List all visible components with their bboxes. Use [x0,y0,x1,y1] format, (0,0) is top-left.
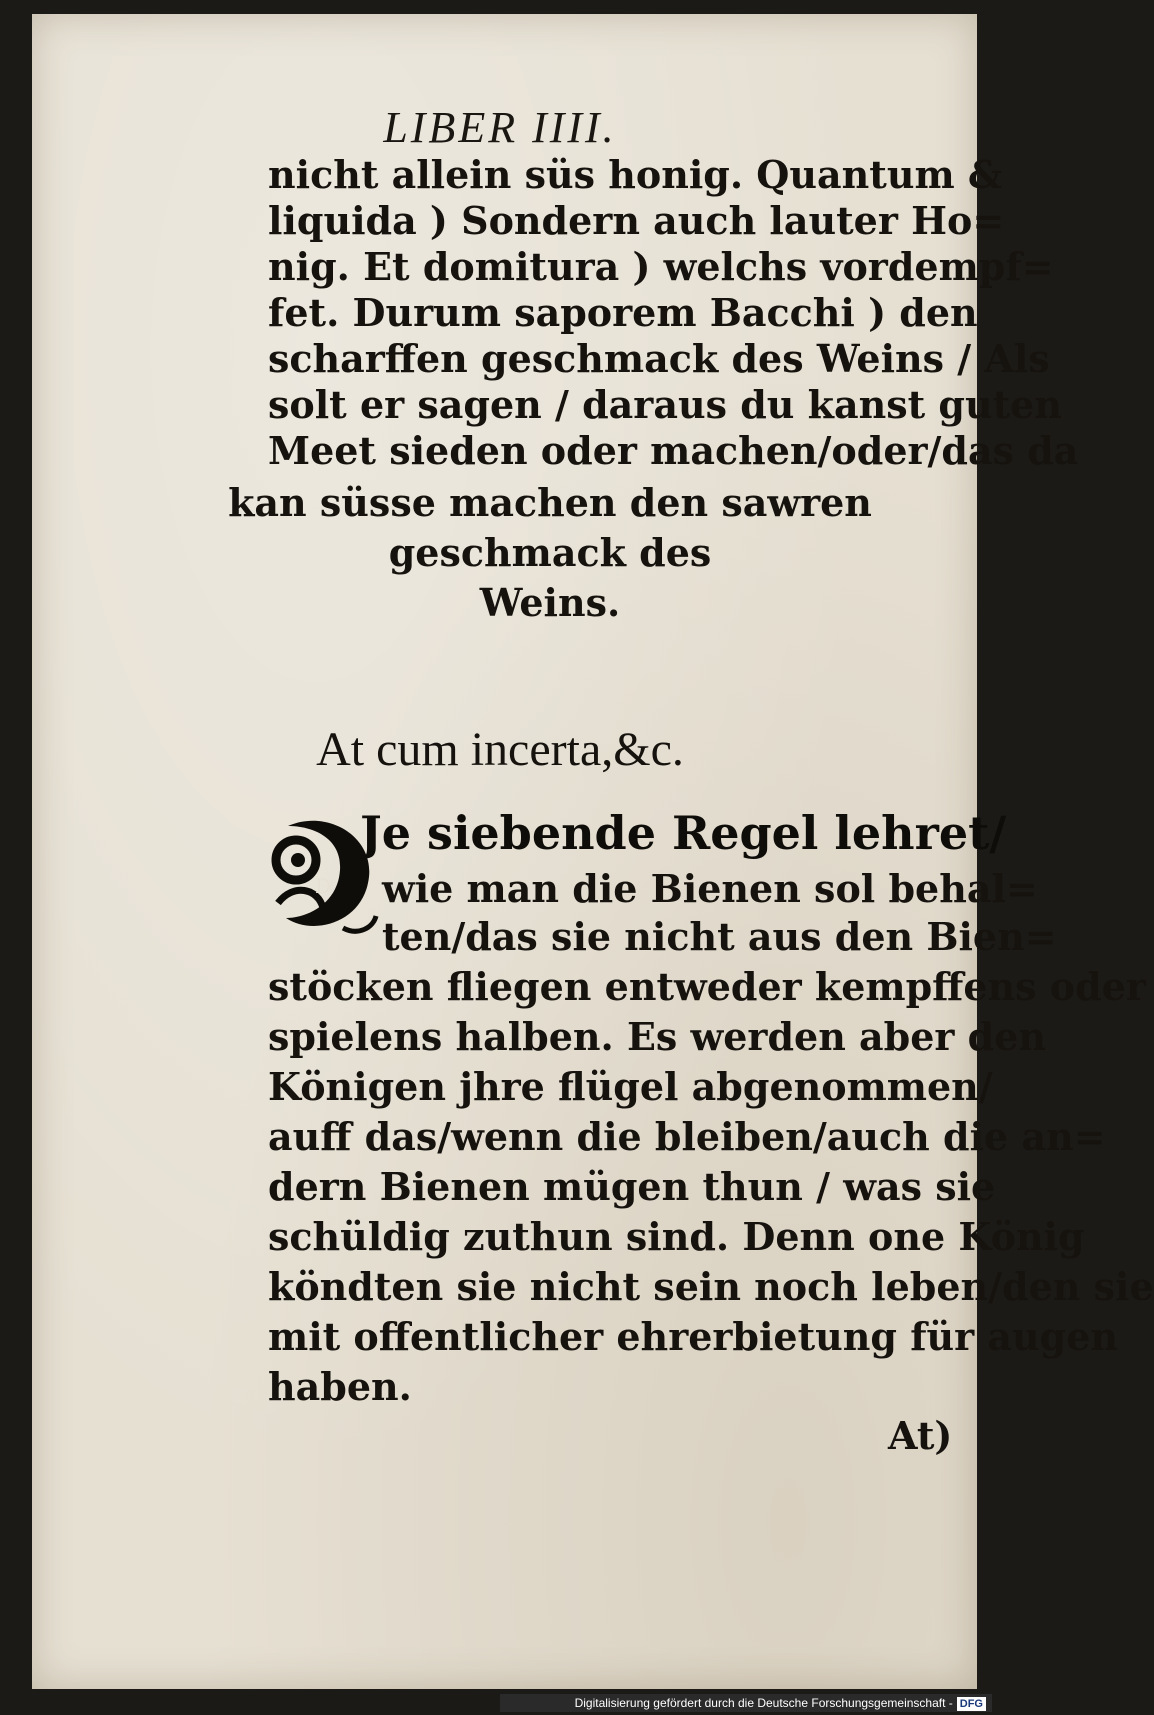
dfg-logo: DFG [957,1697,986,1711]
text-line: nicht allein süs honig. Quantum & [268,152,1003,197]
centered-line: Weins. [479,580,621,625]
text-line: köndten sie nicht sein noch leben/den sie [268,1264,1154,1309]
text-line: dern Bienen mügen thun / was sie [268,1164,996,1209]
centered-line: geschmack des [388,530,712,575]
text-line: fet. Durum saporem Bacchi ) den [268,290,978,335]
centered-line: kan süsse machen den sawren [228,480,872,525]
running-header: LIBER IIII. [383,103,617,152]
text-line: schüldig zuthun sind. Denn one König [268,1214,1085,1259]
section-heading: At cum incerta,&c. [316,723,684,776]
text-line: stöcken fliegen entweder kempffens oder [268,964,1146,1009]
footer-text: Digitalisierung gefördert durch die Deutsche Forschungsgemeinschaft - [574,1696,953,1710]
text-line: ten/das sie nicht aus den Bien= [382,914,1057,959]
text-line: mit offentlicher ehrerbietung für augen [268,1314,1119,1359]
text-line: solt er sagen / daraus du kanst guten [268,382,1062,427]
text-line: scharffen geschmack des Weins / Als [268,336,1050,381]
text-line: wie man die Bienen sol behal= [382,866,1038,911]
text-line: auff das/wenn die bleiben/auch die an= [268,1114,1106,1159]
text-line: Königen jhre flügel abgenommen/ [268,1064,993,1109]
text-line: liquida ) Sondern auch lauter Ho= [268,198,1005,243]
initial-letter: D [314,874,332,898]
text-line: nig. Et domitura ) welchs vordempf= [268,244,1054,289]
text-line: haben. [268,1364,412,1409]
text-line: Meet sieden oder machen/oder/das da [268,428,1079,473]
first-line: Je siebende Regel lehret/ [360,806,1007,860]
digitization-footer [500,1694,992,1712]
catchword: At) [888,1413,953,1458]
text-line: spielens halben. Es werden aber den [268,1014,1047,1059]
